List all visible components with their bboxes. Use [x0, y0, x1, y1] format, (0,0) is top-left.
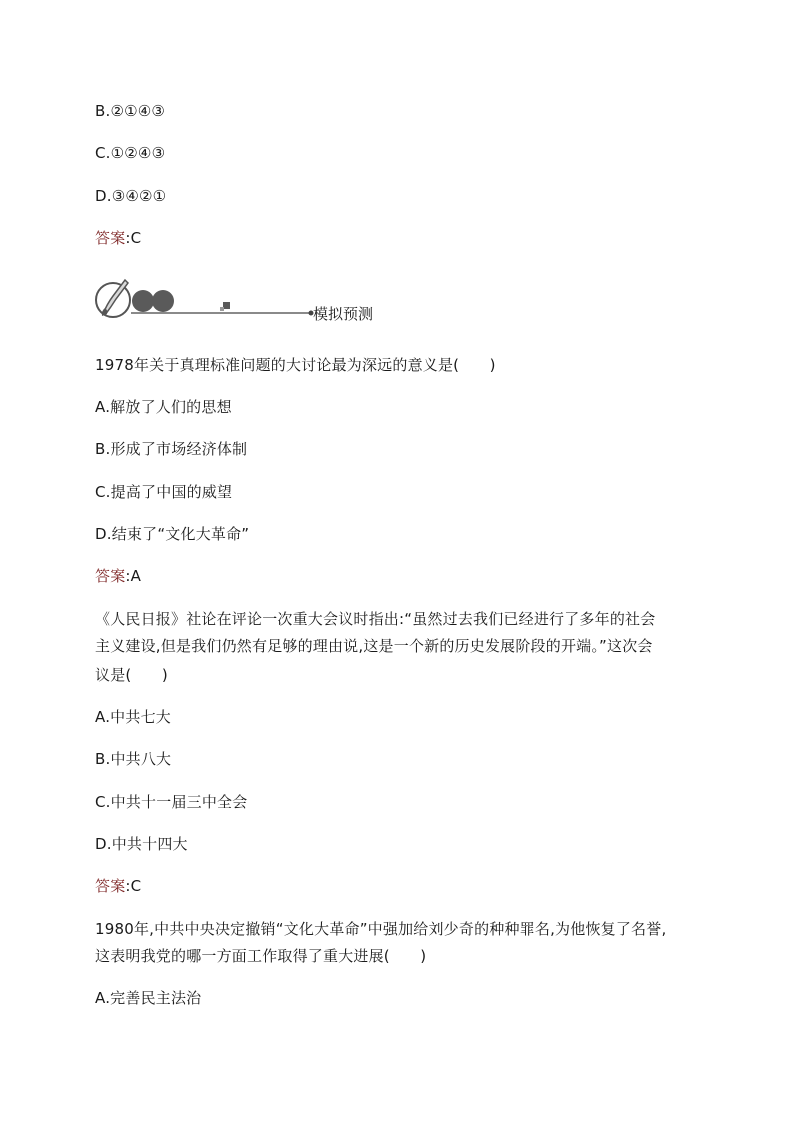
question-3-option-a: A.完善民主法治 [95, 989, 202, 1007]
answer-label: 答案 [95, 229, 126, 247]
option-c: C.①②④③ [95, 144, 166, 162]
brush-palette-icon [96, 280, 130, 317]
question-2-stem-line-1: 《人民日报》社论在评论一次重大会议时指出:“虽然过去我们已经进行了多年的社会 [95, 610, 656, 628]
question-2-option-b: B.中共八大 [95, 750, 172, 768]
answer-value: :C [125, 877, 142, 895]
question-3-stem-line-1: 1980年,中共中央决定撤销“文化大革命”中强加给刘少奇的种种罪名,为他恢复了名誉, [95, 920, 667, 938]
question-2-stem-line-3: 议是( ) [95, 666, 168, 684]
answer-label: 答案 [95, 877, 126, 895]
question-1-option-b: B.形成了市场经济体制 [95, 440, 248, 458]
question-2-option-d: D.中共十四大 [95, 835, 188, 853]
decor-square-small [220, 307, 224, 311]
question-2-option-c: C.中共十一届三中全会 [95, 793, 248, 811]
question-2-answer [95, 876, 141, 896]
question-2-option-a: A.中共七大 [95, 708, 171, 726]
option-d: D.③④②① [95, 187, 167, 205]
question-3-stem-line-2: 这表明我党的哪一方面工作取得了重大进展( ) [95, 947, 427, 965]
answer-label: 答案 [95, 567, 126, 585]
question-1-option-a: A.解放了人们的思想 [95, 398, 232, 416]
answer-line [95, 228, 141, 248]
question-1-option-c: C.提高了中国的威望 [95, 483, 233, 501]
question-1-option-d: D.结束了“文化大革命” [95, 525, 250, 543]
decor-circle-1 [132, 290, 154, 312]
section-title: 模拟预测 [313, 305, 374, 323]
question-1-answer [95, 566, 141, 586]
option-b: B.②①④③ [95, 102, 166, 120]
decor-circle-2 [152, 290, 174, 312]
question-1-stem: 1978年关于真理标准问题的大讨论最为深远的意义是( ) [95, 356, 496, 374]
question-2-stem-line-2: 主义建设,但是我们仍然有足够的理由说,这是一个新的历史发展阶段的开端。”这次会 [95, 637, 653, 655]
answer-value: :C [125, 229, 142, 247]
decor-square [223, 302, 230, 309]
answer-value: :A [125, 567, 142, 585]
